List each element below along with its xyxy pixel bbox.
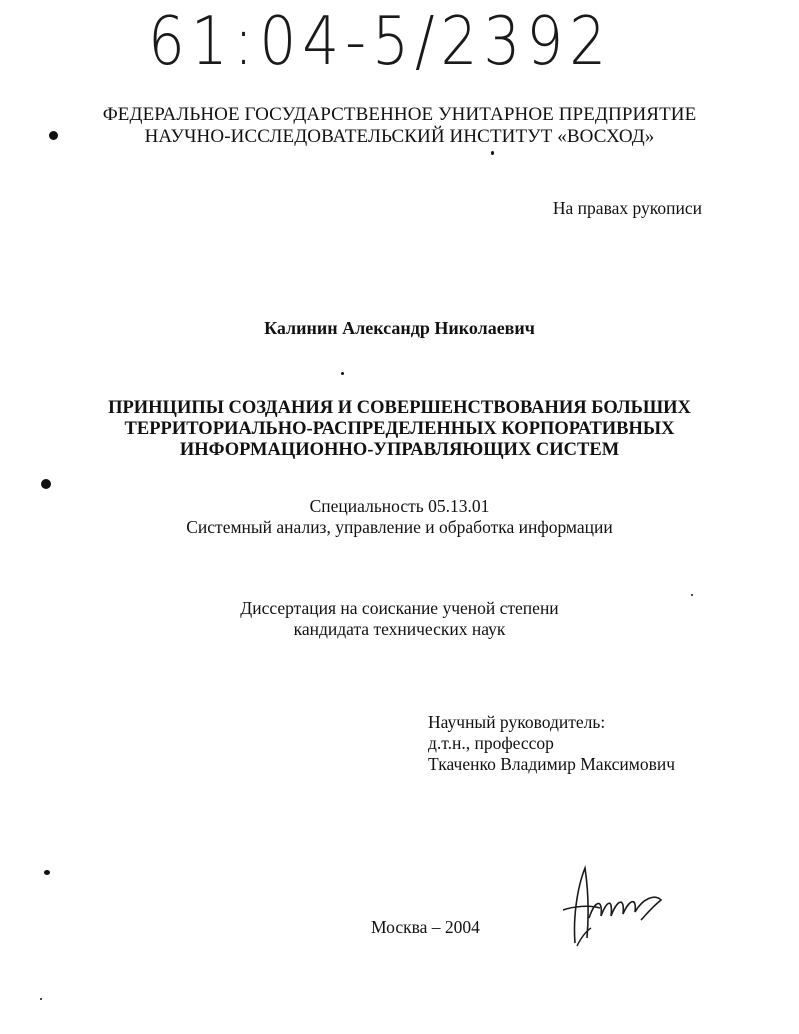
degree-line-1: Диссертация на соискание ученой степени <box>240 598 559 618</box>
specialty-code: Специальность 05.13.01 <box>309 496 490 516</box>
organization-line-1: ФЕДЕРАЛЬНОЕ ГОСУДАРСТВЕННОЕ УНИТАРНОЕ ПРЕДПРИЯТИЕ <box>102 104 697 125</box>
organization-line-2: НАУЧНО-ИССЛЕДОВАТЕЛЬСКИЙ ИНСТИТУТ «ВОСХОД» <box>144 126 655 147</box>
scan-speck <box>44 870 50 875</box>
degree-line-2: кандидата технических наук <box>293 619 506 639</box>
organization-header <box>0 104 799 148</box>
title-line-1: ПРИНЦИПЫ СОЗДАНИЯ И СОВЕРШЕНСТВОВАНИЯ БОЛЬШИХ <box>108 398 691 418</box>
rights-note: На правах рукописи <box>552 198 702 218</box>
title-line-2: ТЕРРИТОРИАЛЬНО-РАСПРЕДЕЛЕННЫХ КОРПОРАТИВНЫХ <box>124 419 675 439</box>
scan-speck <box>691 594 693 596</box>
supervisor-rank: д.т.н., профессор <box>428 733 554 753</box>
scan-speck <box>41 479 51 489</box>
title-line-3: ИНФОРМАЦИОННО-УПРАВЛЯЮЩИХ СИСТЕМ <box>179 440 620 460</box>
supervisor-block <box>428 712 675 775</box>
supervisor-label: Научный руководитель: <box>428 712 606 732</box>
scan-speck <box>40 998 42 1000</box>
supervisor-name: Ткаченко Владимир Максимович <box>428 754 676 774</box>
scan-speck <box>341 372 344 375</box>
handwritten-archive-number <box>148 2 612 80</box>
specialty-block <box>0 496 799 538</box>
specialty-name: Системный анализ, управление и обработка информации <box>186 517 613 537</box>
author-name: Калинин Александр Николаевич <box>264 318 535 338</box>
scan-speck <box>491 151 494 155</box>
handwritten-signature <box>555 858 675 958</box>
city-year: Москва – 2004 <box>371 917 480 937</box>
thesis-title <box>0 398 799 461</box>
scan-speck <box>49 131 58 140</box>
degree-block <box>0 598 799 640</box>
archive-number-text: 61:04-5/2392 <box>148 2 613 81</box>
